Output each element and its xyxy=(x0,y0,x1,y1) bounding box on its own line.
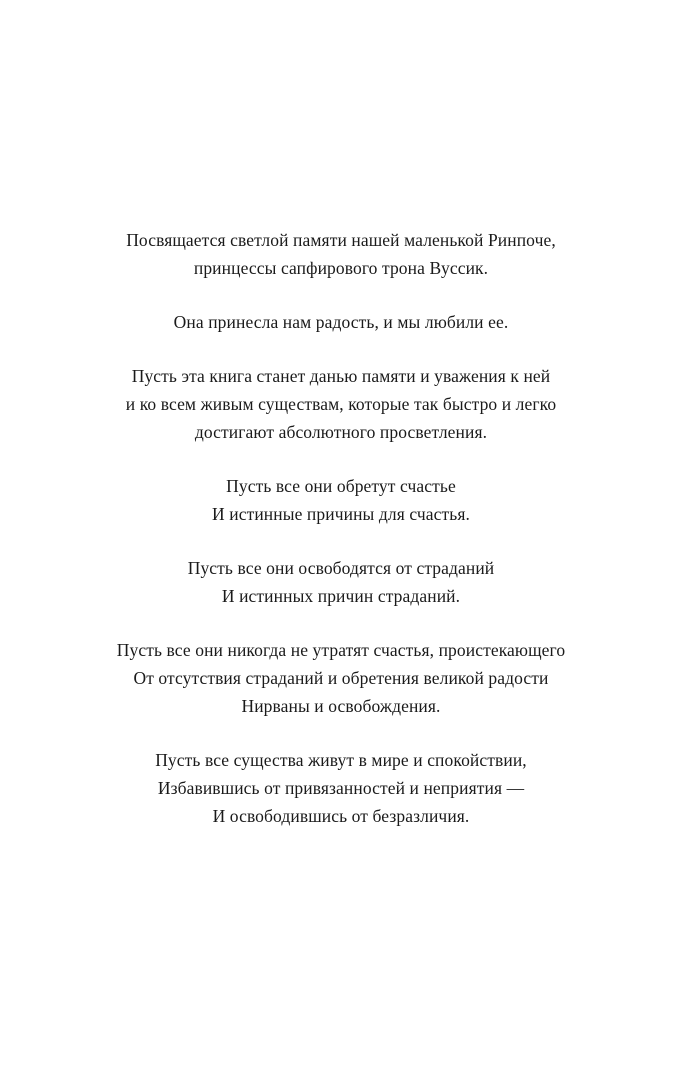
stanza-line: Пусть все они освободятся от страданий xyxy=(187,558,495,578)
stanza-line: И истинные причины для счастья. xyxy=(212,504,470,524)
stanza-7 xyxy=(0,746,682,830)
stanza-2 xyxy=(0,308,682,336)
stanza-line: Она принесла нам радость, и мы любили ее. xyxy=(173,312,509,332)
stanza-3 xyxy=(0,362,682,446)
stanza-line: достигают абсолютного просветления. xyxy=(194,422,488,442)
stanza-line: И истинных причин страданий. xyxy=(221,586,461,606)
stanza-5 xyxy=(0,554,682,610)
stanza-line: Пусть все существа живут в мире и спокойствии, xyxy=(155,750,527,770)
stanza-4 xyxy=(0,472,682,528)
stanza-line: и ко всем живым существам, которые так быстро и легко xyxy=(125,394,557,414)
stanza-line: И освободившись от безразличия. xyxy=(212,806,470,826)
stanza-6 xyxy=(0,636,682,720)
stanza-line: Посвящается светлой памяти нашей маленькой Ринпоче, xyxy=(126,230,556,250)
dedication-text xyxy=(0,226,682,856)
stanza-line: Избавившись от привязанностей и неприятия — xyxy=(157,778,525,798)
stanza-line: Пусть эта книга станет данью памяти и уважения к ней xyxy=(131,366,551,386)
stanza-line: От отсутствия страданий и обретения великой радости xyxy=(133,668,549,688)
stanza-line: Нирваны и освобождения. xyxy=(241,696,441,716)
stanza-line: принцессы сапфирового трона Вуссик. xyxy=(193,258,489,278)
stanza-1 xyxy=(0,226,682,282)
stanza-line: Пусть все они никогда не утратят счастья, проистекающего xyxy=(116,640,566,660)
stanza-line: Пусть все они обретут счастье xyxy=(226,476,456,496)
